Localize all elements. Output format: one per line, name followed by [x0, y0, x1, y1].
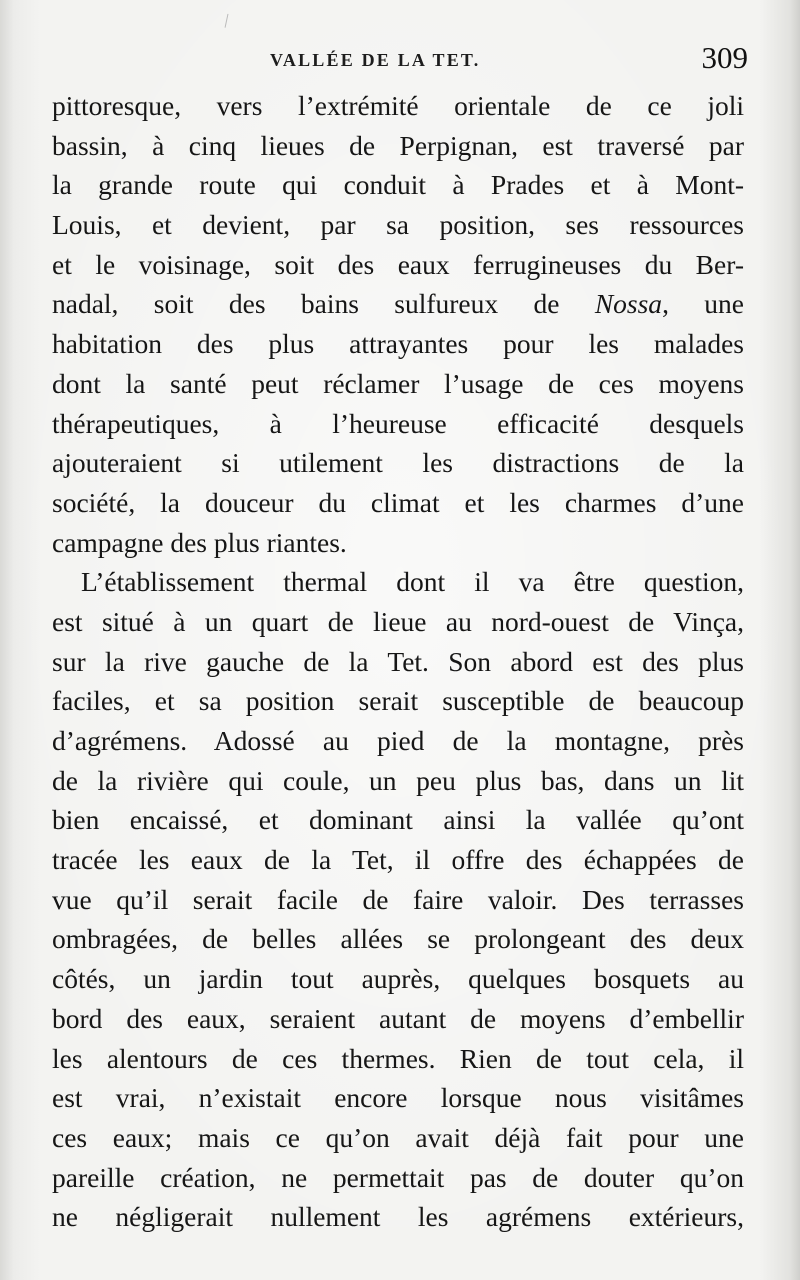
text-line: campagne des plus riantes. [52, 526, 347, 558]
text-line: est situé à un quart de lieue au nord-ouest de Vinça, [52, 605, 744, 637]
body-text [52, 86, 744, 1237]
page-number: 309 [701, 40, 748, 75]
paragraph-1 [52, 86, 744, 562]
text-line: Louis, et devient, par sa position, ses ressources [52, 209, 744, 241]
text-line: dont la santé peut réclamer l’usage de ces moyens [52, 367, 744, 399]
text-line: vue qu’il serait facile de faire valoir. Des terrasses [52, 883, 744, 915]
text-line: est vrai, n’existait encore lorsque nous visitâmes [52, 1082, 744, 1114]
text-line: bassin, à cinq lieues de Perpignan, est traversé par [52, 129, 744, 161]
text-line: ombragées, de belles allées se prolongeant des deux [52, 923, 744, 955]
paragraph-2 [52, 562, 744, 1237]
text-line: sur la rive gauche de la Tet. Son abord est des plus [52, 645, 744, 677]
margin-mark [225, 14, 231, 28]
running-head: VALLÉE DE LA TET. [270, 50, 481, 70]
text-line-with-italic: nadal, soit des bains sulfureux de Nossa, une [52, 288, 744, 320]
text-line: et le voisinage, soit des eaux ferrugineuses du Ber- [52, 248, 744, 280]
text-line: pareille création, ne permettait pas de douter qu’on [52, 1161, 744, 1193]
text-line: L’établissement thermal dont il va être question, [81, 566, 744, 598]
text-line: bord des eaux, seraient autant de moyens d’embellir [52, 1002, 744, 1034]
italic-word: Nossa [594, 288, 663, 320]
text-line: ne négligerait nullement les agrémens extérieurs, [52, 1201, 744, 1233]
text-line: habitation des plus attrayantes pour les malades [52, 328, 744, 360]
text-line: thérapeutiques, à l’heureuse efficacité desquels [52, 407, 744, 439]
text-line: ajouteraient si utilement les distractions de la [52, 447, 744, 479]
page-header [52, 40, 748, 84]
text-line: société, la douceur du climat et les charmes d’une [52, 486, 744, 518]
text-line: faciles, et sa position serait susceptible de beaucoup [52, 685, 744, 717]
text-line: tracée les eaux de la Tet, il offre des échappées de [52, 844, 744, 876]
text-line: la grande route qui conduit à Prades et à Mont- [52, 169, 744, 201]
text-line: les alentours de ces thermes. Rien de tout cela, il [52, 1042, 744, 1074]
text-line: bien encaissé, et dominant ainsi la vallée qu’ont [52, 804, 744, 836]
text-line: d’agrémens. Adossé au pied de la montagne, près [52, 725, 744, 756]
text-line: côtés, un jardin tout auprès, quelques bosquets au [52, 963, 744, 995]
text-line: pittoresque, vers l’extrémité orientale de ce joli [52, 90, 744, 121]
text-line: de la rivière qui coule, un peu plus bas, dans un lit [52, 764, 744, 796]
text-line: ces eaux; mais ce qu’on avait déjà fait pour une [52, 1121, 744, 1153]
